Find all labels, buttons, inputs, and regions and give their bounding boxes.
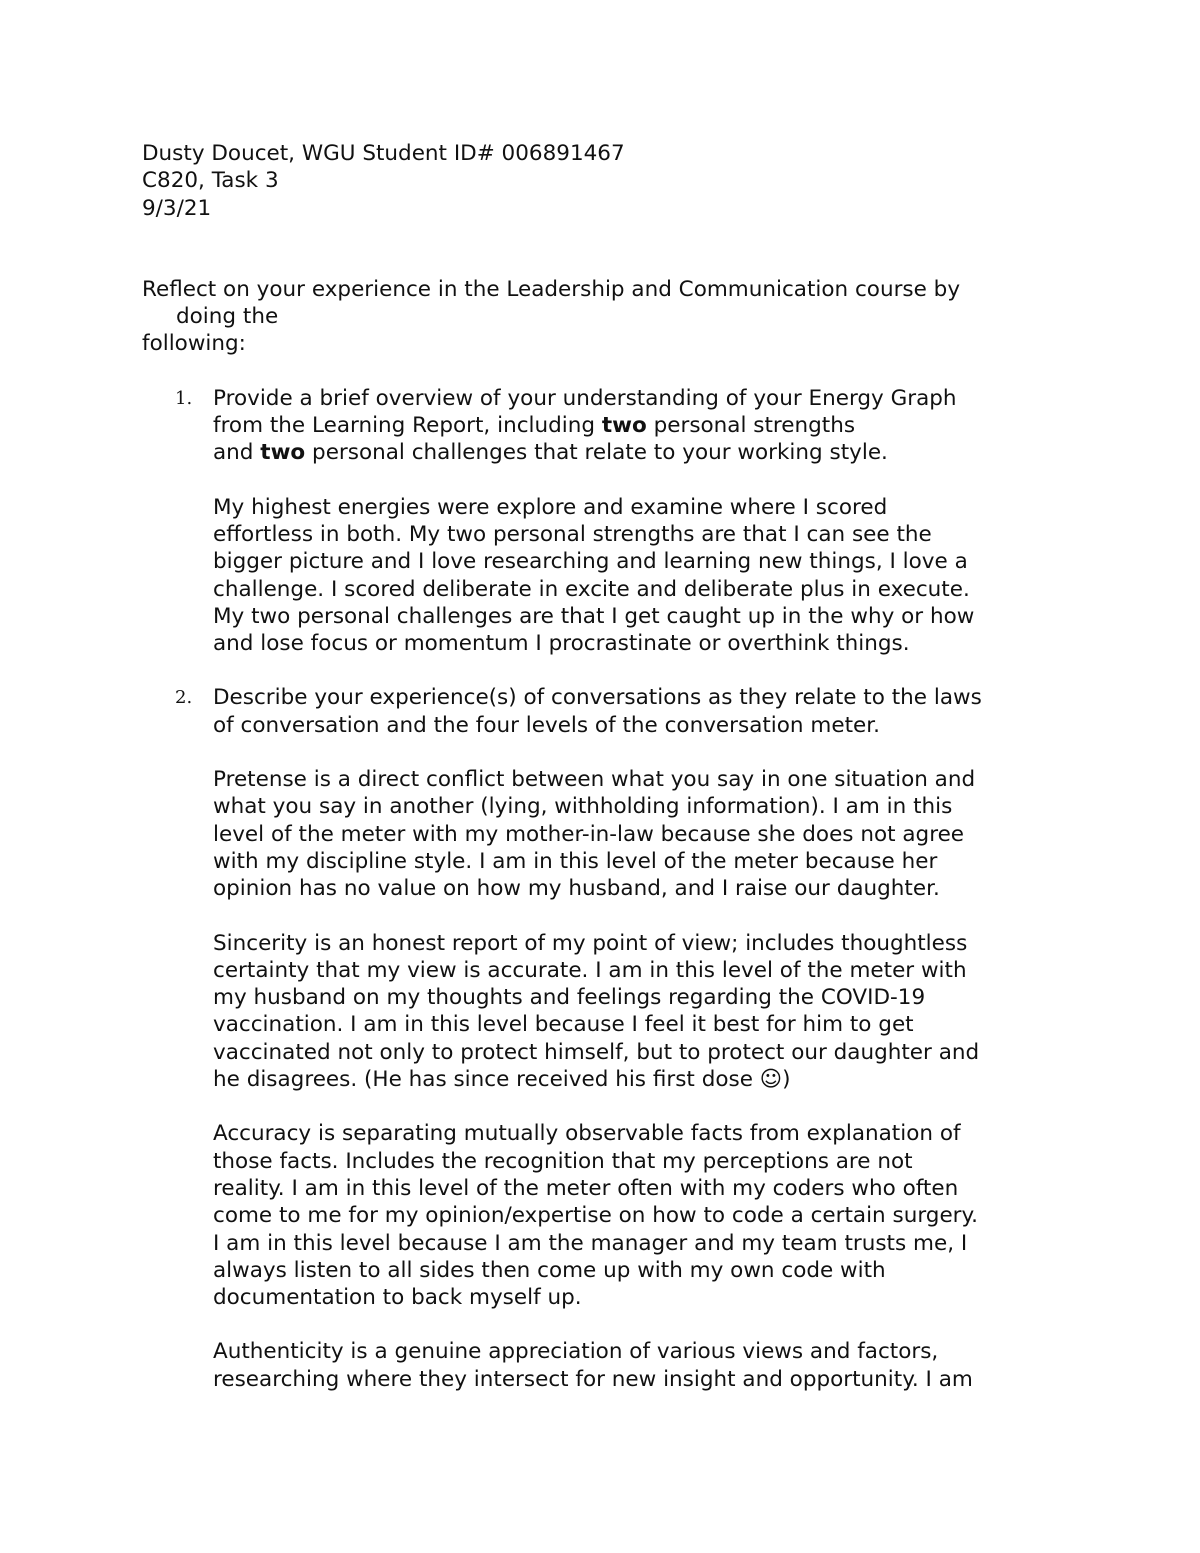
text-run: personal challenges that relate to your working style. [305,440,888,466]
text-run: from the Learning Report, including [213,413,602,439]
answer-line: with my discipline style. I am in this level of the meter because her [213,848,938,874]
spacer [142,358,1072,385]
list-item-conversations [142,684,1072,739]
spacer [142,903,1072,930]
answer-line: I am in this level because I am the manager and my team trusts me, I [213,1230,968,1256]
answer-pretense [142,766,1072,902]
answer-line: documentation to back myself up. [213,1285,582,1311]
answer-sincerity [142,930,1072,1094]
answer-line: challenge. I scored deliberate in excite and deliberate plus in execute. [213,576,970,602]
answer-line: My two personal challenges are that I get caught up in the why or how [213,603,975,629]
answer-line: and lose focus or momentum I procrastinate or overthink things. [213,631,910,657]
question-line: of conversation and the four levels of the conversation meter. [213,712,880,738]
bold-run: two [260,440,306,466]
course-line: C820, Task 3 [142,168,279,194]
answer-line: effortless in both. My two personal strengths are that I can see the [213,521,932,547]
answer-line: he disagrees. (He has since received his first dose ☺) [213,1067,791,1093]
answer-line: bigger picture and I love researching and learning new things, I love a [213,549,968,575]
answer-line: researching where they intersect for new insight and opportunity. I am [213,1366,973,1392]
spacer [142,739,1072,766]
bold-run: two [601,413,647,439]
answer-line: those facts. Includes the recognition that my perceptions are not [213,1148,913,1174]
spacer [142,1311,1072,1338]
answer-accuracy [142,1120,1072,1311]
prompt-line: doing the [176,304,279,330]
answer-line: always listen to all sides then come up with my own code with [213,1257,886,1283]
answer-line: Authenticity is a genuine appreciation of various views and factors, [213,1339,939,1365]
date-line: 9/3/21 [142,195,212,221]
spacer [142,657,1072,684]
question-line: Describe your experience(s) of conversations as they relate to the laws [213,685,982,711]
answer-authenticity [142,1338,1072,1393]
question-line [213,439,1072,466]
answer-energy-graph [142,494,1072,658]
text-run: and [213,440,261,466]
document-page [142,140,1072,1393]
spacer [142,467,1072,494]
answer-line: reality. I am in this level of the meter often with my coders who often [213,1175,959,1201]
spacer [142,222,1072,249]
text-run: personal strengths [646,413,856,439]
answer-line: My highest energies were explore and examine where I scored [213,494,888,520]
answer-line: what you say in another (lying, withholding information). I am in this [213,794,953,820]
answer-line: certainty that my view is accurate. I am in this level of the meter with [213,957,967,983]
answer-line: Sincerity is an honest report of my point of view; includes thoughtless [213,930,968,956]
list-item-energy-graph [142,385,1072,467]
question-line: Provide a brief overview of your understanding of your Energy Graph [213,385,957,411]
prompt-line: Reflect on your experience in the Leadership and Communication course by [142,276,961,302]
answer-line: Accuracy is separating mutually observable facts from explanation of [213,1121,961,1147]
answer-line: my husband on my thoughts and feelings regarding the COVID-19 [213,985,926,1011]
student-name-line: Dusty Doucet, WGU Student ID# 006891467 [142,141,625,166]
spacer [142,1093,1072,1120]
answer-line: Pretense is a direct conflict between what you say in one situation and [213,767,976,793]
spacer [142,249,1072,276]
list-number: 2. [175,687,193,709]
prompt-line: following: [142,331,246,357]
list-number: 1. [175,387,193,409]
answer-line: vaccination. I am in this level because I feel it best for him to get [213,1012,914,1038]
answer-line: vaccinated not only to protect himself, but to protect our daughter and [213,1039,980,1065]
question-line [213,412,1072,439]
answer-line: come to me for my opinion/expertise on how to code a certain surgery. [213,1203,979,1229]
answer-line: opinion has no value on how my husband, and I raise our daughter. [213,876,940,902]
answer-line: level of the meter with my mother-in-law because she does not agree [213,821,965,847]
